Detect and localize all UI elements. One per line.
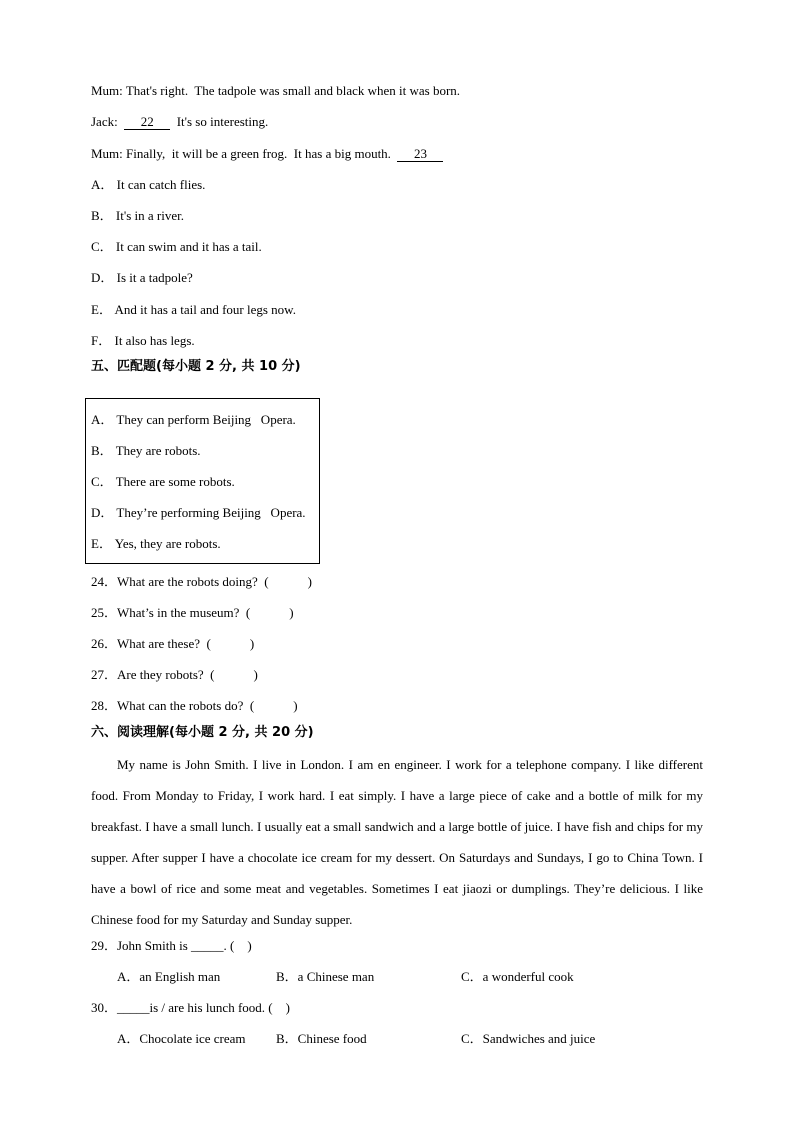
box-option-b: [91, 443, 201, 459]
question-number: 28．: [91, 698, 118, 713]
option-c: [91, 239, 262, 255]
option-text: a Chinese man: [297, 969, 375, 984]
q30-option-b[interactable]: [276, 1031, 367, 1047]
option-letter: D．: [91, 270, 114, 285]
question-26: [91, 636, 254, 652]
option-text: It can swim and it has a tail.: [115, 239, 262, 254]
option-text: They can perform Beijing Opera.: [116, 412, 296, 427]
option-letter: B．: [91, 208, 113, 223]
option-f: [91, 333, 195, 349]
q29-option-b[interactable]: [276, 969, 374, 985]
option-text: It can catch flies.: [116, 177, 206, 192]
option-letter: F．: [91, 333, 112, 348]
question-text: What can the robots do? ( ): [117, 698, 298, 713]
option-letter: D．: [91, 505, 114, 520]
dialogue-line-2: [91, 114, 268, 130]
box-option-c: [91, 474, 235, 490]
question-text: What are these? ( ): [117, 636, 255, 651]
question-number: 25．: [91, 605, 118, 620]
option-b: [91, 208, 184, 224]
option-text: It's in a river.: [115, 208, 184, 223]
option-a: [91, 177, 205, 193]
option-text: Sandwiches and juice: [482, 1031, 596, 1046]
option-letter: B．: [276, 1031, 298, 1046]
question-text: What’s in the museum? ( ): [117, 605, 294, 620]
q29-option-c[interactable]: [461, 969, 574, 985]
dialogue-text: Finally, it will be a green frog. It has a big mouth.: [126, 146, 391, 161]
option-letter: A．: [117, 969, 140, 984]
q30-option-a[interactable]: [117, 1031, 246, 1047]
option-text: They’re performing Beijing Opera.: [116, 505, 306, 520]
question-28: [91, 698, 298, 714]
option-letter: C．: [461, 969, 483, 984]
question-number: 27．: [91, 667, 118, 682]
option-text: Yes, they are robots.: [114, 536, 221, 551]
option-letter: E．: [91, 536, 112, 551]
question-27: [91, 667, 258, 683]
option-letter: E．: [91, 302, 112, 317]
option-text: They are robots.: [115, 443, 201, 458]
question-number: 26．: [91, 636, 118, 651]
answer-blank-22[interactable]: 22: [124, 115, 170, 130]
option-text: Is it a tadpole?: [116, 270, 193, 285]
dialogue-line-1: [91, 83, 460, 99]
dialogue-text: That's right. The tadpole was small and black when it was born.: [125, 83, 461, 98]
option-letter: C．: [461, 1031, 483, 1046]
option-letter: C．: [91, 474, 113, 489]
passage-text: My name is John Smith. I live in London. I am en engineer. I work for a telephone company. I like different food. From Monday to Friday, I work hard. I eat simply. I have a large piece of cake and a bottle of milk for my breakfast. I have a small lunch. I usually eat a small sandwich and a large bottle of juice. I have fish and chips for my supper. After supper I have a chocolate ice cream for my dessert. On Saturdays and Sundays, I go to China Town. I have a bowl of rice and some meat and vegetables. Sometimes I eat jiaozi or dumplings. They’re delicious. I like Chinese food for my Saturday and Sunday supper.: [91, 757, 703, 927]
speaker: Mum:: [91, 83, 123, 98]
box-option-a: [91, 412, 296, 428]
option-text: It also has legs.: [114, 333, 195, 348]
q29-option-a[interactable]: [117, 969, 220, 985]
option-d: [91, 270, 193, 286]
option-letter: A．: [91, 412, 114, 427]
question-text: What are the robots doing? ( ): [117, 574, 312, 589]
box-option-e: [91, 536, 221, 552]
option-text: Chocolate ice cream: [139, 1031, 246, 1046]
question-24: [91, 574, 312, 590]
option-letter: A．: [117, 1031, 140, 1046]
section-6-title: 六、阅读理解(每小题 2 分, 共 20 分): [91, 725, 314, 740]
answer-blank-23[interactable]: 23: [397, 147, 443, 162]
option-letter: C．: [91, 239, 113, 254]
question-25: [91, 605, 294, 621]
section-5-title: 五、匹配题(每小题 2 分, 共 10 分): [91, 359, 301, 374]
speaker: Mum:: [91, 146, 123, 161]
option-text: an English man: [139, 969, 221, 984]
dialogue-line-3: [91, 146, 443, 162]
option-e: [91, 302, 296, 318]
option-text: a wonderful cook: [482, 969, 574, 984]
reading-passage: [91, 749, 703, 935]
speaker: Jack:: [91, 114, 118, 129]
q30-option-c[interactable]: [461, 1031, 595, 1047]
option-text: There are some robots.: [115, 474, 235, 489]
option-letter: B．: [91, 443, 113, 458]
question-30: 30．_____is / are his lunch food. ( ): [91, 1000, 290, 1015]
option-text: And it has a tail and four legs now.: [114, 302, 296, 317]
option-letter: A．: [91, 177, 114, 192]
option-text: Chinese food: [297, 1031, 367, 1046]
option-letter: B．: [276, 969, 298, 984]
question-29: 29．John Smith is _____. ( ): [91, 938, 252, 953]
box-option-d: [91, 505, 306, 521]
question-text: Are they robots? ( ): [117, 667, 258, 682]
question-number: 24．: [91, 574, 118, 589]
dialogue-text: It's so interesting.: [176, 114, 269, 129]
